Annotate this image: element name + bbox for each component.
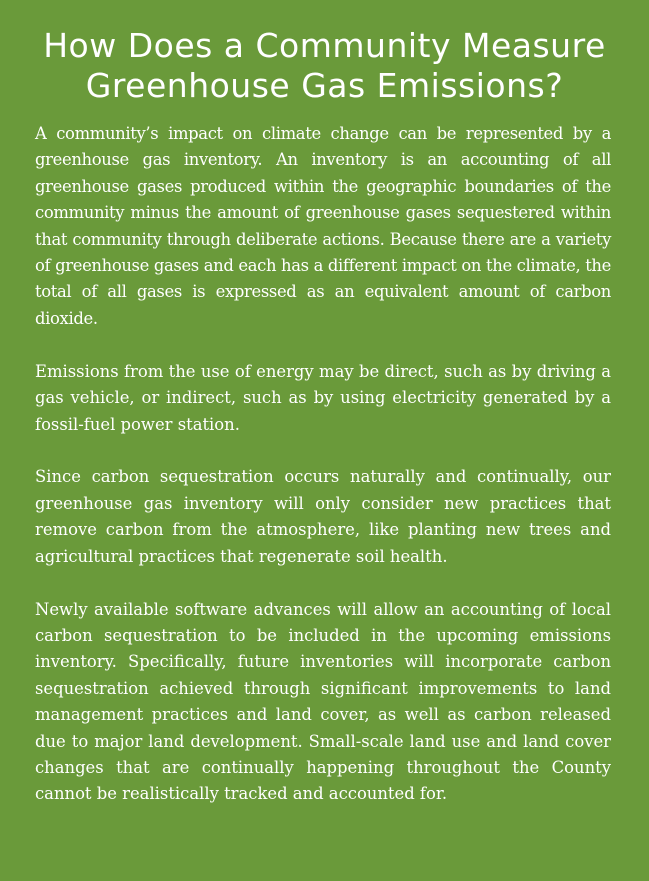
page-title-line-2: Greenhouse Gas Emissions? bbox=[85, 66, 564, 105]
paragraph-energy-emissions: Emissions from the use of energy may be direct, such as by driving a gas vehicle, or indirect, such as by using electricity generated by a fossil-fuel power station. bbox=[35, 361, 611, 434]
article-body bbox=[35, 121, 611, 834]
page-title bbox=[0, 26, 649, 106]
paragraph-carbon-sequestration: Since carbon sequestration occurs naturally and continually, our greenhouse gas inventory will only consider new practices that remove carbon from the atmosphere, like planting new trees and agricultural practices that regenerate soil health. bbox=[35, 467, 611, 566]
paragraph-inventory-definition: A community’s impact on climate change can be represented by a greenhouse gas inventory. An inventory is an accounting of all greenhouse gases produced within the geographic boundaries of the community minus the amount of greenhouse gases sequestered within that community through deliberate actions. Because there are a variety of greenhouse gases and each has a different impact on the climate, the total of all gases is expressed as an equivalent amount of carbon dioxide. bbox=[35, 124, 611, 328]
page-title-line-1: How Does a Community Measure bbox=[43, 26, 606, 65]
paragraph-software-advances: Newly available software advances will allow an accounting of local carbon sequestration to be included in the upcoming emissions inventory. Specifically, future inventories will incorporate carbon sequestration achieved through significant improvements to land management practices and land cover, as well as carbon released due to major land development. Small-scale land use and land cover changes that are continually happening throughout the County cannot be realistically tracked and accounted for. bbox=[35, 599, 611, 804]
